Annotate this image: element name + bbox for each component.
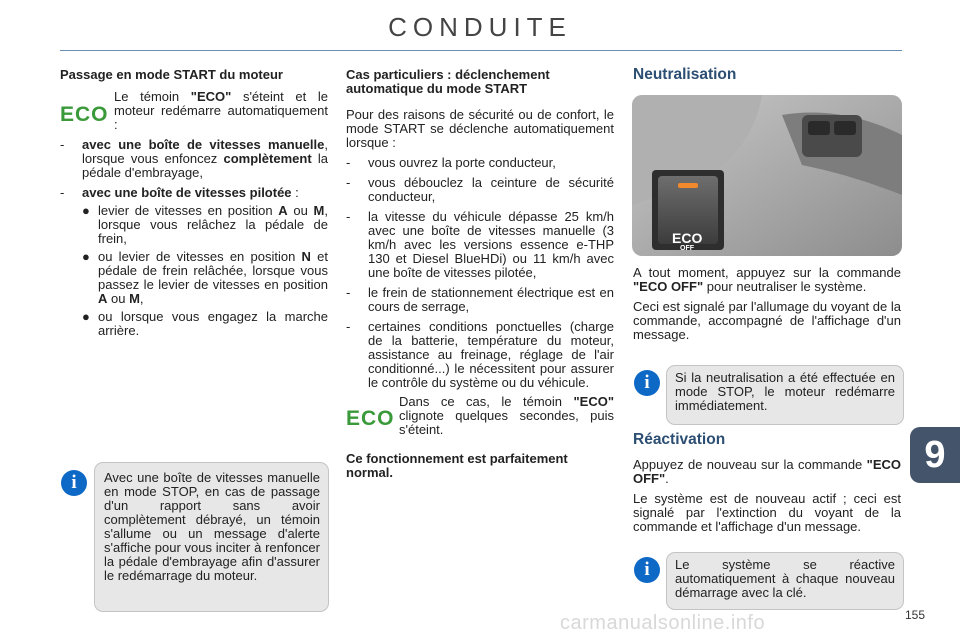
eco-off-button-sublabel: OFF [680, 245, 694, 252]
list-item: - avec une boîte de vitesses manuelle, lorsque vous enfoncez complètement la pédale d'embrayage, [60, 137, 328, 180]
list-item: - le frein de stationnement électrique est en cours de serrage, [346, 285, 614, 314]
neutralisation-text: A tout moment, appuyez sur la commande "ECO OFF" pour neutraliser le système. Ceci est signalé par l'allumage du voyant de la commande, accompagné de l'affichage d'un message. [633, 265, 901, 342]
middle-heading: Cas particuliers : déclenchement automatique du mode START [346, 67, 550, 96]
reactivation-heading: Réactivation [633, 431, 726, 448]
eco-off-photo [632, 95, 902, 256]
watermark: carmanualsonline.info [560, 612, 766, 634]
eco-indicator-icon: ECO [346, 407, 395, 430]
info-text-right-2: Le système se réactive automatiquement à chaque nouveau démarrage avec la clé. [675, 557, 895, 600]
page-title: CONDUITE [388, 12, 572, 42]
left-conditions [60, 138, 328, 338]
info-text-right-1: Si la neutralisation a été effectuée en mode STOP, le moteur redémarre immédiatement. [675, 370, 895, 413]
left-heading: Passage en mode START du moteur [60, 67, 283, 82]
list-item: - vous ouvrez la porte conducteur, [346, 155, 556, 170]
list-item: - la vitesse du véhicule dépasse 25 km/h avec une boîte de vitesses manuelle (3 km/h avec les versions essence e-THP 130 et Diesel BlueHDi) ou 11 km/h avec une boîte de vitesses pilotée, [346, 209, 614, 280]
info-icon: i [634, 557, 660, 583]
info-text-left: Avec une boîte de vitesses manuelle en mode STOP, en cas de passage d'un rapport sans avoir complètement débrayé, un témoin s'allume ou un message d'alerte s'affiche pour vous inciter à renfoncer la pédale d'embrayage afin d'assurer le redémarrage du moteur. [104, 470, 320, 583]
list-item: ● levier de vitesses en position A ou M, lorsque vous relâchez la pédale de frein, [82, 203, 329, 246]
neutralisation-heading: Neutralisation [633, 66, 737, 83]
eco-indicator-icon: ECO [60, 103, 109, 126]
middle-intro: Pour des raisons de sécurité ou de confort, le mode START se déclenche automatiquement lorsque : [346, 107, 614, 150]
list-item: ● ou lorsque vous engagez la marche arrière. [82, 309, 328, 338]
middle-eco-note: Dans ce cas, le témoin "ECO" clignote quelques secondes, puis s'éteint. [399, 394, 614, 437]
middle-conclusion: Ce fonctionnement est parfaitement normal. [346, 451, 568, 480]
reactivation-text: Appuyez de nouveau sur la commande "ECO OFF". Le système est de nouveau actif ; ceci est signalé par l'extinction du voyant de la commande et l'affichage d'un message. [633, 457, 901, 534]
page-number: 155 [905, 608, 926, 622]
list-item: ● ou levier de vitesses en position N et pédale de frein relâchée, lorsque vous passez le levier de vitesses en position A ou M, [82, 249, 328, 306]
left-column [60, 68, 328, 82]
left-eco-intro: Le témoin "ECO" s'éteint et le moteur redémarre automatiquement : [114, 89, 328, 132]
chapter-tab[interactable]: 9 [910, 427, 960, 483]
middle-column [346, 68, 614, 390]
title-divider [60, 50, 902, 51]
list-item: - vous débouclez la ceinture de sécurité conducteur, [346, 175, 614, 204]
list-item: - certaines conditions ponctuelles (charge de la batterie, température du moteur, assistance au freinage, réglage de l'air conditionné...) le nécessitent pour assurer le contrôle du système ou du véhicule. [346, 319, 614, 390]
eco-off-button-label: ECO [672, 230, 703, 246]
bullet-list [60, 204, 328, 338]
list-item: - avec une boîte de vitesses pilotée : [60, 185, 299, 200]
info-icon: i [634, 370, 660, 396]
info-icon: i [61, 470, 87, 496]
